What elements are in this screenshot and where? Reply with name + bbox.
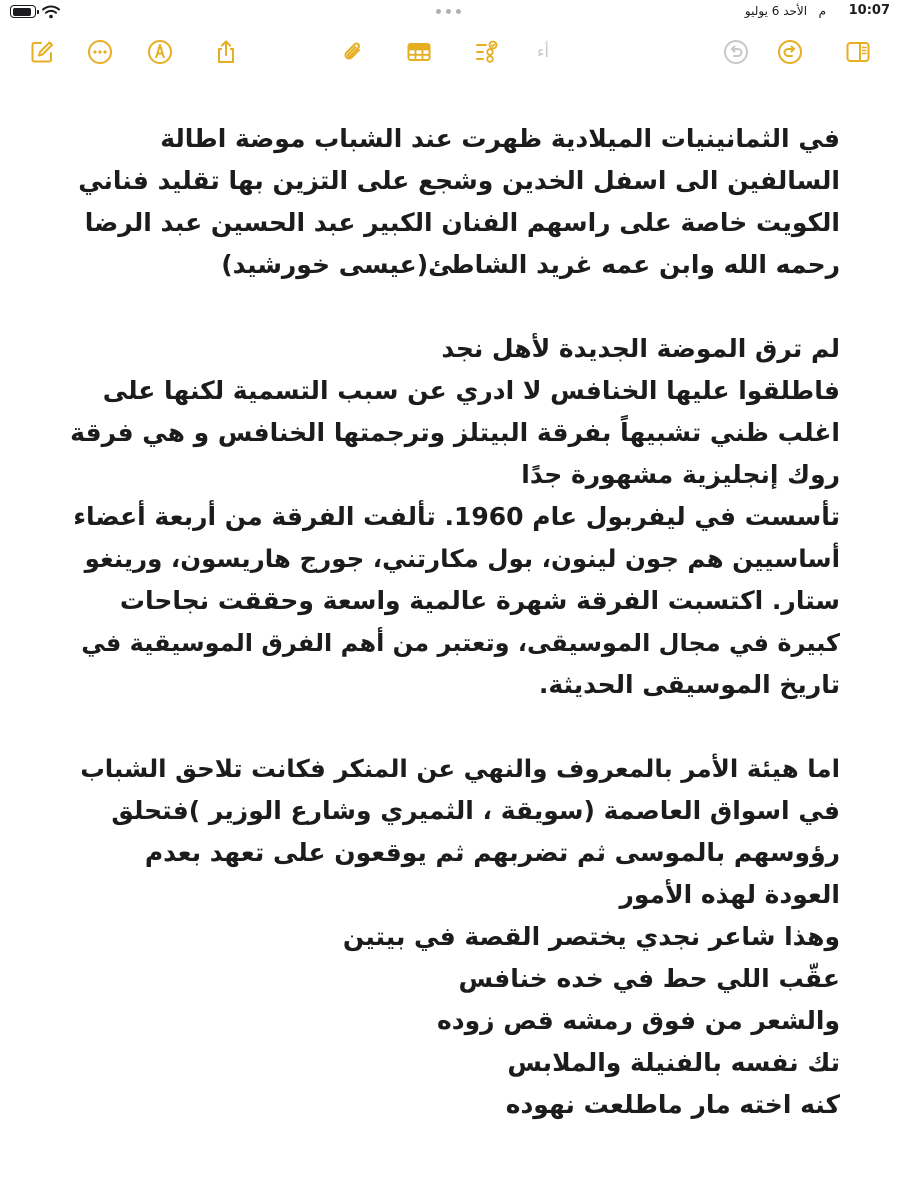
battery-icon [10, 5, 36, 18]
note-line: لم ترق الموضة الجديدة لأهل نجد [441, 334, 840, 363]
note-line: رحمه الله وابن عمه غريد الشاطئ(عيسى خورشيد) [221, 250, 840, 279]
status-date [745, 4, 826, 18]
note-body[interactable] [70, 118, 840, 1126]
format-text-button[interactable]: أء [537, 42, 549, 61]
undo-button[interactable] [720, 36, 752, 68]
note-blank-line [70, 706, 840, 748]
note-line: فاطلقوا عليها الخنافس لا ادري عن سبب التسمية لكنها على [102, 376, 840, 405]
share-button[interactable] [210, 36, 242, 68]
note-line: الكويت خاصة على راسهم الفنان الكبير عبد الحسين عبد الرضا [84, 208, 840, 237]
note-line: وهذا شاعر نجدي يختصر القصة في بيتين [342, 922, 840, 951]
note-line: والشعر من فوق رمشه قص زوده [437, 1006, 840, 1035]
note-line: روك إنجليزية مشهورة جدًا [521, 460, 840, 489]
undo-icon [723, 39, 749, 65]
note-line: تأسست في ليفربول عام 1960. تألفت الفرقة من أربعة أعضاء [73, 502, 840, 531]
markup-icon [147, 39, 173, 65]
note-line: السالفين الى اسفل الخدين وشجع على التزين بها تقليد فناني [78, 166, 840, 195]
note-line: كنه اخته مار ماطلعت نهوده [505, 1090, 840, 1119]
note-line: تاريخ الموسيقى الحديثة. [538, 670, 840, 699]
note-line: العودة لهذه الأمور [619, 880, 840, 909]
table-button[interactable] [403, 36, 435, 68]
sidebar-toggle-button[interactable] [842, 36, 874, 68]
note-line: في الثمانينيات الميلادية ظهرت عند الشباب موضة اطالة [160, 124, 840, 153]
checklist-button[interactable] [471, 36, 503, 68]
status-ampm: م [818, 4, 826, 18]
multitasking-handle[interactable] [436, 9, 461, 14]
checklist-icon [474, 39, 500, 65]
note-line: عقّب اللي حط في خده خنافس [458, 964, 840, 993]
status-bar [0, 0, 900, 24]
redo-button[interactable] [774, 36, 806, 68]
compose-button[interactable] [26, 36, 58, 68]
note-line: تك نفسه بالفنيلة والملابس [507, 1048, 840, 1077]
attachment-button[interactable] [337, 36, 369, 68]
attachment-icon [340, 39, 366, 65]
status-date-text: الأحد 6 يوليو [744, 4, 808, 18]
status-time: 10:07 [848, 3, 890, 18]
wifi-icon [42, 5, 60, 19]
compose-icon [29, 39, 55, 65]
battery-level-fill [13, 8, 32, 16]
note-blank-line [70, 286, 840, 328]
notes-toolbar [0, 30, 900, 74]
note-line: ستار. اكتسبت الفرقة شهرة عالمية واسعة وحققت نجاحات [119, 586, 840, 615]
note-line: اغلب ظني تشبيهاً بفرقة البيتلز وترجمتها الخنافس و هي فرقة [70, 418, 840, 447]
note-line: رؤوسهم بالموسى ثم تضربهم ثم يوقعون على تعهد بعدم [144, 838, 840, 867]
markup-button[interactable] [144, 36, 176, 68]
more-button[interactable] [84, 36, 116, 68]
share-icon [213, 39, 239, 65]
more-icon [87, 39, 113, 65]
table-icon [406, 39, 432, 65]
redo-icon [777, 39, 803, 65]
sidebar-icon [845, 39, 871, 65]
note-line: أساسيين هم جون لينون، بول مكارتني، جورج هاريسون، ورينغو [84, 544, 840, 573]
note-line: في اسواق العاصمة (سويقة ، الثميري وشارع الوزير )فتحلق [111, 796, 840, 825]
note-line: كبيرة في مجال الموسيقى، وتعتبر من أهم الفرق الموسيقية في [81, 629, 840, 657]
note-line: اما هيئة الأمر بالمعروف والنهي عن المنكر فكانت تلاحق الشباب [80, 754, 840, 783]
